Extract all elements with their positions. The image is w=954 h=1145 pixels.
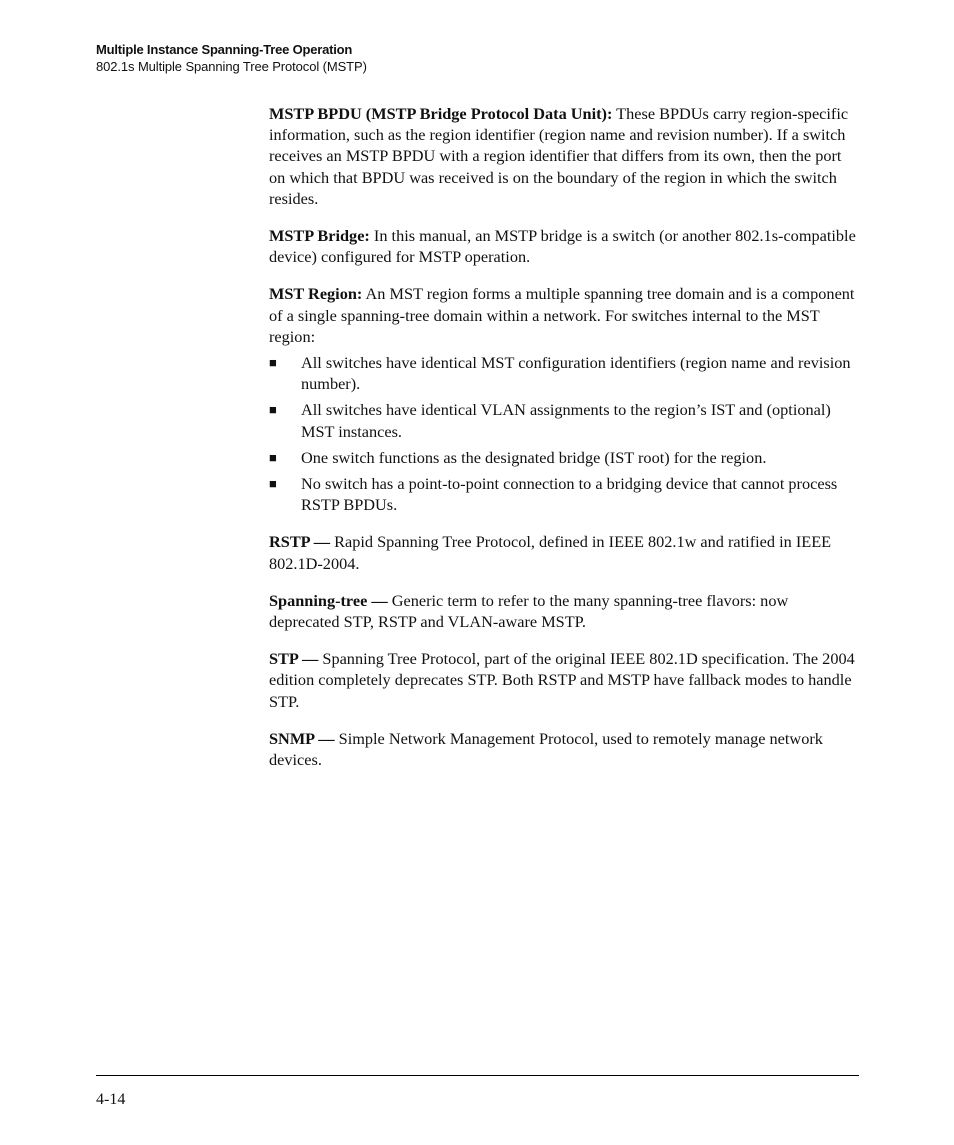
- list-item-text: No switch has a point-to-point connection to a bridging device that cannot process RSTP BPDUs.: [301, 474, 838, 515]
- list-item-text: One switch functions as the designated bridge (IST root) for the region.: [301, 447, 767, 467]
- square-bullet-icon: ■: [269, 449, 277, 465]
- footer-divider: [96, 1075, 859, 1076]
- glossary-content: [269, 103, 861, 786]
- definition-mst-region: [269, 283, 861, 347]
- definition-text-rstp: Rapid Spanning Tree Protocol, defined in IEEE 802.1w and ratified in IEEE 802.1D-2004.: [269, 532, 832, 573]
- term-mst-region: MST Region:: [269, 284, 363, 304]
- section-title: 802.1s Multiple Spanning Tree Protocol (MSTP): [96, 59, 367, 74]
- definition-mstp-bpdu: [269, 103, 861, 209]
- definition-spanning-tree: [269, 590, 861, 632]
- definition-mstp-bridge: [269, 225, 861, 267]
- square-bullet-icon: ■: [269, 402, 277, 418]
- list-item: [269, 447, 861, 468]
- term-spanning-tree: Spanning-tree —: [269, 590, 388, 610]
- mst-region-bullet-list: [269, 352, 861, 515]
- term-rstp: RSTP —: [269, 532, 331, 552]
- definition-text-mst-region: An MST region forms a multiple spanning tree domain and is a component of a single spanning-tree domain within a network. For switches internal to the MST region:: [269, 284, 855, 346]
- list-item-text: All switches have identical MST configuration identifiers (region name and revision number).: [301, 353, 851, 394]
- square-bullet-icon: ■: [269, 476, 277, 492]
- page-number: 4-14: [96, 1091, 126, 1108]
- definition-text-snmp: Simple Network Management Protocol, used to remotely manage network devices.: [269, 728, 823, 770]
- definition-text-stp: Spanning Tree Protocol, part of the original IEEE 802.1D specification. The 2004 edition completely deprecates STP. Both RSTP and MSTP have fallback modes to handle STP.: [269, 649, 855, 711]
- list-item: [269, 399, 861, 441]
- definition-snmp: [269, 728, 861, 770]
- list-item: [269, 352, 861, 394]
- definition-stp: [269, 648, 861, 712]
- term-mstp-bpdu: MSTP BPDU (MSTP Bridge Protocol Data Unit):: [269, 104, 613, 123]
- square-bullet-icon: ■: [269, 355, 277, 371]
- list-item: [269, 473, 861, 515]
- list-item-text: All switches have identical VLAN assignments to the region’s IST and (optional) MST instances.: [301, 400, 831, 441]
- running-header: [96, 41, 367, 75]
- definition-text-mstp-bpdu: These BPDUs carry region-specific information, such as the region identifier (region name and revision number). If a switch receives an MSTP BPDU with a region identifier that differs from its own, then the port on which that BPDU was received is on the boundary of the region in which the switch resides.: [269, 104, 849, 208]
- definition-rstp: [269, 531, 861, 573]
- term-snmp: SNMP —: [269, 728, 335, 748]
- chapter-title: Multiple Instance Spanning-Tree Operation: [96, 42, 353, 57]
- term-stp: STP —: [269, 649, 319, 669]
- definition-text-mstp-bridge: In this manual, an MSTP bridge is a switch (or another 802.1s-compatible device) configured for MSTP operation.: [269, 226, 856, 267]
- definition-text-spanning-tree: Generic term to refer to the many spanning-tree flavors: now deprecated STP, RSTP and VLAN-aware MSTP.: [269, 590, 789, 632]
- term-mstp-bridge: MSTP Bridge:: [269, 226, 370, 246]
